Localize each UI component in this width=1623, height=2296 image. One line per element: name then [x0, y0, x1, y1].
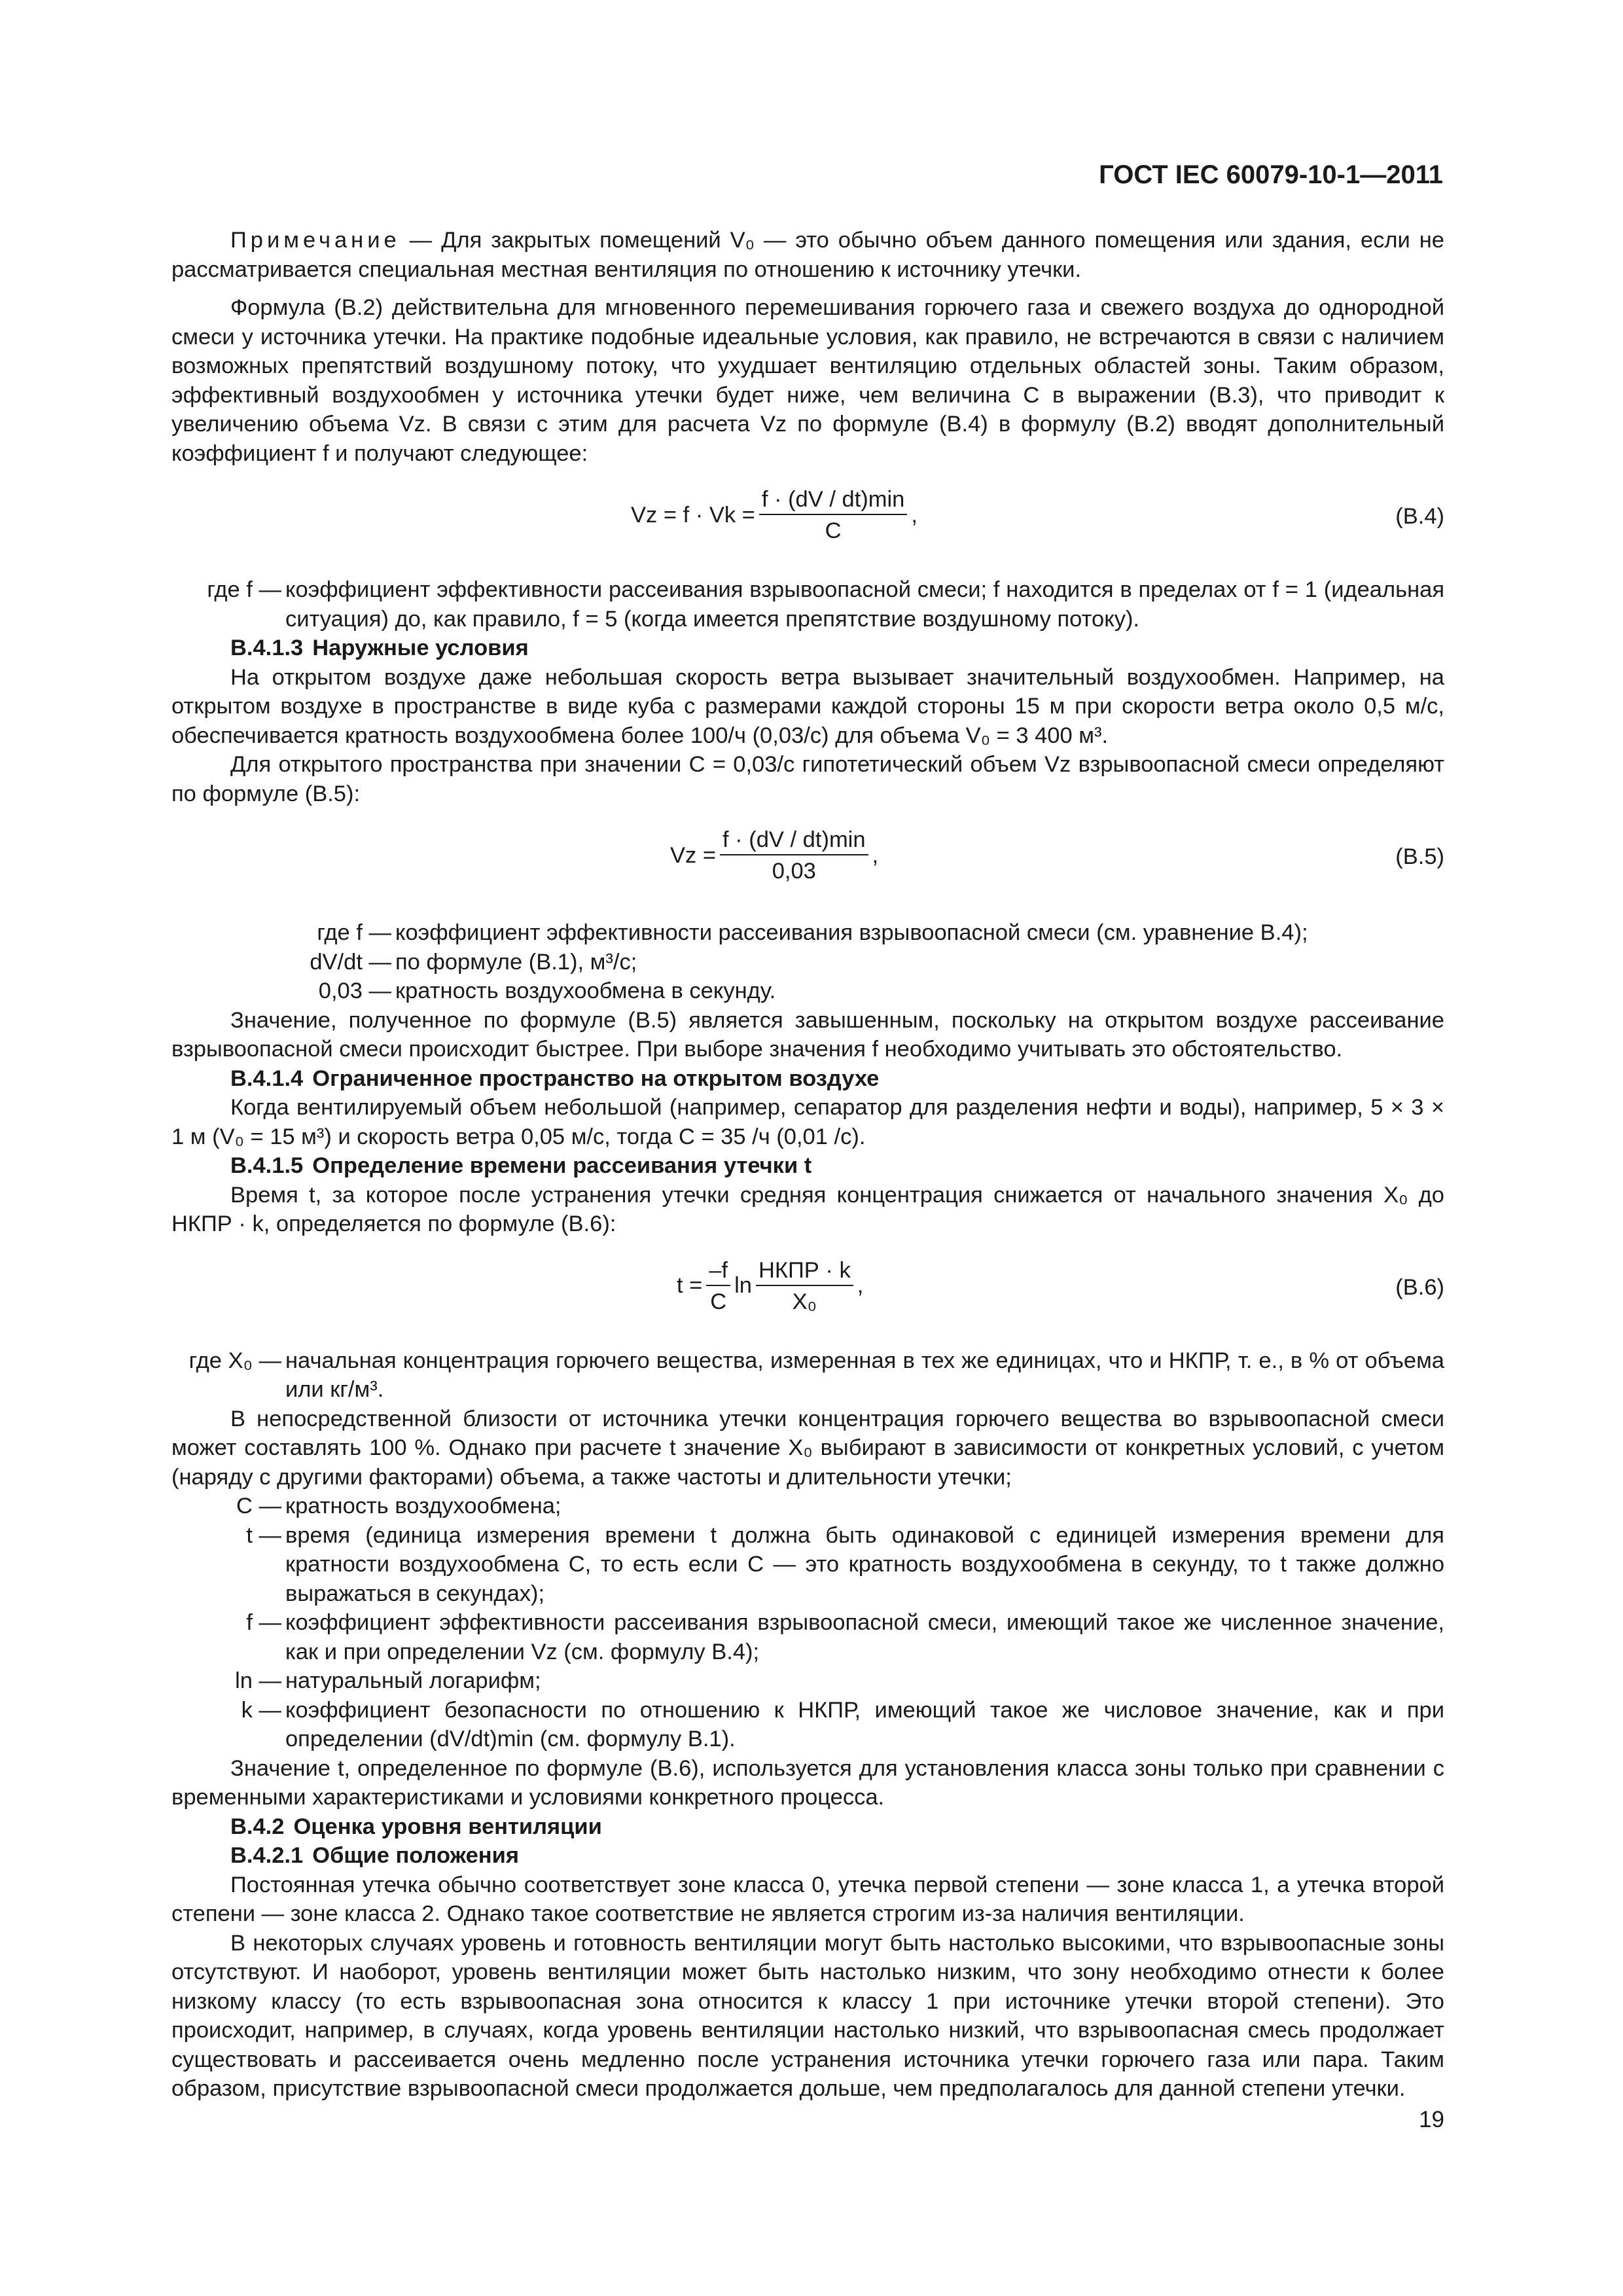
- formula-b6-tail: ,: [857, 1273, 864, 1299]
- definition-f: [171, 575, 1444, 634]
- note-label: Примечание: [230, 228, 401, 253]
- formula-b4-numerator: f · (dV / dt)min: [759, 485, 908, 515]
- definition-term: где X₀ —: [188, 1348, 281, 1373]
- definition-term: dV/dt —: [310, 949, 391, 975]
- paragraph: В непосредственной близости от источника утечки концентрация горючего вещества во взрывоопасной смеси может составлять 100 %. Однако при расчете t значение X₀ выбирают в зависимости от конкретных условий, с учетом (наряду с другими факторами) объема, а также частоты и длительности утечки;: [171, 1406, 1444, 1490]
- note-paragraph: [171, 226, 1444, 284]
- formula-b4-number: (B.4): [1395, 504, 1444, 529]
- definition-item: [171, 1521, 1444, 1609]
- formula-b5-fraction: [720, 825, 868, 886]
- formula-b6-numerator-1: –f: [706, 1256, 730, 1286]
- section-heading-b421: [171, 1841, 1444, 1871]
- section-title: Ограниченное пространство на открытом воздухе: [312, 1066, 880, 1091]
- section-heading-b414: [171, 1064, 1444, 1094]
- definition-text: коэффициент эффективности рассеивания взрывоопасной смеси; f находится в пределах от f = 1 (идеальная ситуация) до, как правило, f = 5 (когда имеется препятствие воздушному потоку).: [285, 577, 1444, 632]
- section-title: Общие положения: [312, 1843, 519, 1868]
- page-number: 19: [1419, 2107, 1444, 2132]
- definition-item: [171, 1696, 1444, 1754]
- formula-b5-denominator: 0,03: [772, 859, 816, 884]
- formula-b4-expression: [631, 485, 918, 545]
- definition-text: кратность воздухообмена;: [285, 1494, 562, 1518]
- definition-text: натуральный логарифм;: [285, 1668, 541, 1693]
- formula-b6-fraction-2: [756, 1256, 853, 1316]
- formula-b6: [171, 1247, 1444, 1337]
- definition-item: [171, 977, 1444, 1006]
- paragraph: Формула (B.2) действительна для мгновенного перемешивания горючего газа и свежего воздуха до однородной смеси у источника утечки. На практике подобные идеальные условия, как правило, не встречаются в связи с наличием возможных препятствий воздушному потоку, что ухудшает вентиляцию отдельных областей зоны. Таким образом, эффективный воздухообмен у источника утечки будет ниже, чем величина C в выражении (B.3), что приводит к увеличению объема Vz. В связи с этим для расчета Vz по формуле (B.4) в формулу (B.2) вводят дополнительный коэффициент f и получают следующее:: [171, 295, 1444, 466]
- section-number: B.4.2: [230, 1814, 285, 1839]
- definition-term: где f —: [207, 577, 281, 602]
- formula-b5-number: (B.5): [1395, 844, 1444, 869]
- section-title: Оценка уровня вентиляции: [293, 1814, 602, 1839]
- definition-text: коэффициент эффективности рассеивания взрывоопасной смеси (см. уравнение B.4);: [395, 920, 1308, 945]
- formula-b6-numerator-2: НКПР · k: [756, 1256, 853, 1286]
- definition-item: [171, 948, 1444, 977]
- section-heading-b413: [171, 634, 1444, 663]
- definition-text: коэффициент эффективности рассеивания взрывоопасной смеси, имеющий такое же численное значение, как и при определении Vz (см. формулу B.4);: [285, 1610, 1444, 1664]
- formula-b4-lhs: Vz = f · Vk =: [631, 502, 755, 528]
- definition-term: k —: [241, 1697, 281, 1723]
- paragraph: Время t, за которое после устранения утечки средняя концентрация снижается от начального значения X₀ до НКПР · k, определяется по формуле (B.6):: [171, 1182, 1444, 1236]
- formula-b6-fraction-1: [706, 1256, 730, 1316]
- formula-b5-tail: ,: [872, 842, 879, 868]
- formula-b5: [171, 816, 1444, 906]
- formula-b5-numerator: f · (dV / dt)min: [720, 825, 868, 855]
- formula-b6-denominator-2: X₀: [792, 1289, 817, 1314]
- formula-b5-lhs: Vz =: [670, 842, 716, 868]
- definition-item: [171, 1608, 1444, 1666]
- section-number: B.4.1.4: [230, 1066, 304, 1091]
- paragraph: В некоторых случаях уровень и готовность вентиляции могут быть настолько высокими, что взрывоопасные зоны отсутствуют. И наоборот, уровень вентиляции может быть настолько низким, что зону необходимо отнести к более низкому классу (то есть взрывоопасная зона относится к классу 1 при источнике утечки второй степени). Это происходит, например, в случаях, когда уровень вентиляции настолько низкий, что взрывоопасная смесь продолжает существовать и рассеивается очень медленно после устранения источника утечки горючего газа или пара. Таким образом, присутствие взрывоопасной смеси продолжается дольше, чем предполагалось для данной степени утечки.: [171, 1930, 1444, 2101]
- formula-b6-number: (B.6): [1395, 1274, 1444, 1300]
- formula-b6-denominator-1: C: [710, 1289, 727, 1314]
- paragraph: Значение t, определенное по формуле (B.6), используется для установления класса зоны только при сравнении с временными характеристиками и условиями конкретного процесса.: [171, 1755, 1444, 1810]
- formula-b6-ln: ln: [734, 1273, 752, 1299]
- paragraph: Постоянная утечка обычно соответствует зоне класса 0, утечка первой степени — зоне класса 1, а утечка второй степени — зоне класса 2. Однако такое соответствие не является строгим из-за наличия вентиляции.: [171, 1872, 1444, 1926]
- formula-b4-tail: ,: [911, 502, 918, 528]
- definition-term: ln —: [235, 1668, 281, 1693]
- definition-term: f —: [246, 1610, 281, 1635]
- paragraph: На открытом воздухе даже небольшая скорость ветра вызывает значительный воздухообмен. Например, на открытом воздухе в пространстве в виде куба с размерами каждой стороны 15 м при скорости ветра около 0,5 м/с, обеспечивается кратность воздухообмена более 100/ч (0,03/с) для объема V₀ = 3 400 м³.: [171, 664, 1444, 748]
- paragraph: Когда вентилируемый объем небольшой (например, сепаратор для разделения нефти и воды), например, 5 × 3 × 1 м (V₀ = 15 м³) и скорость ветра 0,05 м/с, тогда C = 35 /ч (0,01 /с).: [171, 1095, 1444, 1149]
- note-text: — Для закрытых помещений V₀ — это обычно объем данного помещения или здания, если не рассматривается специальная местная вентиляция по отношению к источнику утечки.: [171, 228, 1444, 282]
- formula-b4-fraction: [759, 485, 908, 545]
- definition-text: время (единица измерения времени t должна быть одинаковой с единицей измерения времени для кратности воздухообмена C, то есть если C — это кратность воздухообмена в секунду, то t также должно выражаться в секундах);: [285, 1522, 1444, 1606]
- definition-item: [171, 1666, 1444, 1696]
- definition-item: [171, 918, 1444, 948]
- paragraph: Значение, полученное по формуле (B.5) является завышенным, поскольку на открытом воздухе рассеивание взрывоопасной смеси происходит быстрее. При выборе значения f необходимо учитывать это обстоятельство.: [171, 1007, 1444, 1062]
- section-number: B.4.2.1: [230, 1843, 304, 1868]
- definition-term: 0,03 —: [318, 978, 391, 1003]
- formula-b4-denominator: C: [825, 518, 842, 543]
- formula-b6-expression: [677, 1256, 863, 1316]
- section-title: Определение времени рассеивания утечки t: [312, 1153, 812, 1178]
- document-body: [171, 226, 1444, 2104]
- definition-text: кратность воздухообмена в секунду.: [395, 978, 776, 1003]
- definition-text: по формуле (B.1), м³/с;: [395, 949, 637, 975]
- definition-term: C —: [236, 1494, 281, 1518]
- definition-text: начальная концентрация горючего вещества, измеренная в тех же единицах, что и НКПР, т. е., в % от объема или кг/м³.: [285, 1348, 1444, 1402]
- definition-text: коэффициент безопасности по отношению к НКПР, имеющий такое же числовое значение, как и при определении (dV/dt)min (см. формулу B.1).: [285, 1697, 1444, 1751]
- formula-b6-lhs: t =: [677, 1273, 703, 1299]
- definition-term: t —: [246, 1522, 281, 1548]
- section-number: B.4.1.5: [230, 1153, 304, 1178]
- definition-x0: [171, 1346, 1444, 1405]
- formula-b4: [171, 476, 1444, 566]
- paragraph: Для открытого пространства при значении C = 0,03/с гипотетический объем Vz взрывоопасной смеси определяют по формуле (B.5):: [171, 752, 1444, 806]
- section-heading-b42: [171, 1812, 1444, 1842]
- section-number: B.4.1.3: [230, 636, 304, 660]
- section-heading-b415: [171, 1151, 1444, 1181]
- definition-term: где f —: [317, 920, 391, 945]
- definition-item: [171, 1492, 1444, 1521]
- section-title: Наружные условия: [312, 636, 529, 660]
- document-code-header: ГОСТ IEC 60079-10-1—2011: [1099, 160, 1443, 189]
- formula-b5-expression: [670, 825, 878, 886]
